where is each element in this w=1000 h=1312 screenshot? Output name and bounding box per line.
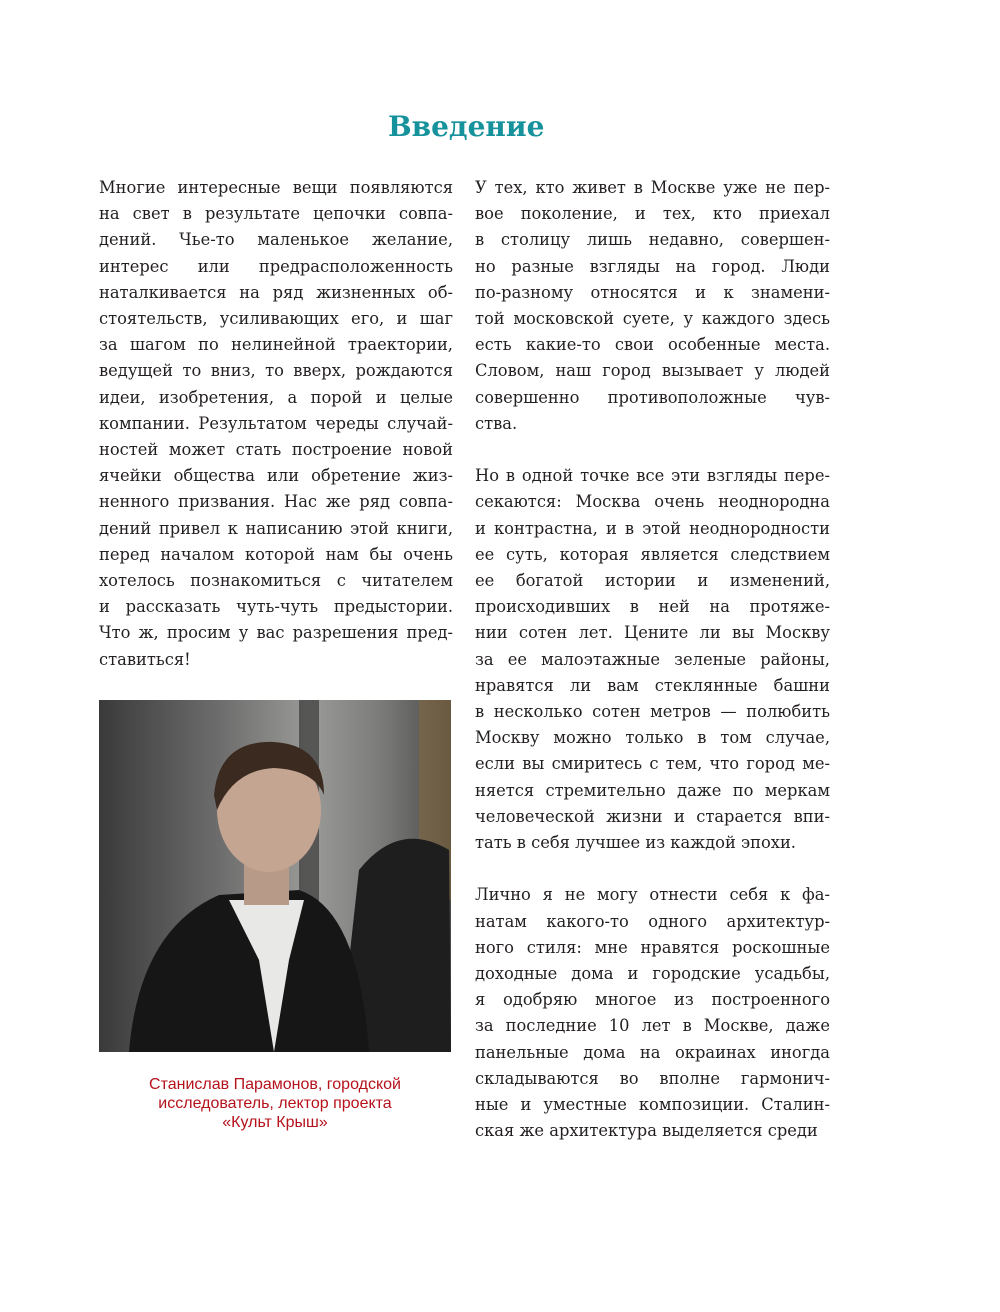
text-line: есть какие-то свои особенные места. bbox=[475, 335, 830, 355]
text-line: совершенно противоположные чув- bbox=[475, 387, 830, 407]
text-line: няется стремительно даже по меркам bbox=[475, 780, 830, 800]
text-line: ненного призвания. Нас же ряд совпа- bbox=[99, 492, 453, 512]
text-line: и рассказать чуть-чуть предыстории. bbox=[99, 597, 453, 617]
text-line: ее богатой истории и изменений, bbox=[475, 571, 830, 591]
text-line: происходивших в ней на протяже- bbox=[475, 597, 830, 617]
text-line: дений. Чье-то маленькое желание, bbox=[99, 230, 453, 250]
paragraph bbox=[99, 175, 453, 673]
text-line: тать в себя лучшее из каждой эпохи. bbox=[475, 833, 796, 853]
text-line: той московской суете, у каждого здесь bbox=[475, 309, 830, 329]
text-line: Многие интересные вещи появляются bbox=[99, 178, 453, 197]
text-line: вое поколение, и тех, кто приехал bbox=[475, 204, 830, 224]
text-line: ства. bbox=[475, 413, 518, 433]
text-line: Что ж, просим у вас разрешения пред- bbox=[99, 623, 453, 643]
left-column bbox=[99, 175, 453, 699]
text-line: перед началом которой нам бы очень bbox=[99, 544, 453, 564]
text-line: в несколько сотен метров — полюбить bbox=[475, 702, 830, 722]
caption-line: исследователь, лектор проекта bbox=[158, 1095, 392, 1112]
text-line: секаются: Москва очень неоднородна bbox=[475, 492, 830, 512]
text-line: ного стиля: мне нравятся роскошные bbox=[475, 937, 830, 957]
text-line: человеческой жизни и старается впи- bbox=[475, 806, 830, 826]
text-line: по-разному относятся и к знамени- bbox=[475, 282, 830, 302]
text-line: дений привел к написанию этой книги, bbox=[99, 518, 453, 538]
text-line: Москву можно только в том случае, bbox=[475, 728, 830, 748]
text-line: за шагом по нелинейной траектории, bbox=[99, 335, 453, 355]
portrait-illustration bbox=[99, 700, 451, 1052]
text-line: панельные дома на окраинах иногда bbox=[475, 1042, 830, 1062]
paragraph bbox=[475, 882, 830, 1144]
text-line: хотелось познакомиться с читателем bbox=[99, 571, 453, 591]
text-line: на свет в результате цепочки совпа- bbox=[99, 204, 453, 224]
text-line: и контрастна, и в этой неоднородности bbox=[475, 518, 830, 538]
text-line: ведущей то вниз, то вверх, рождаются bbox=[99, 361, 453, 381]
text-line: но разные взгляды на город. Люди bbox=[475, 256, 830, 276]
text-line: идеи, изобретения, а порой и целые bbox=[99, 387, 453, 407]
text-line: за последние 10 лет в Москве, даже bbox=[475, 1016, 830, 1036]
text-line: ская же архитектура выделяется среди bbox=[475, 1121, 818, 1141]
text-line: нии сотен лет. Цените ли вы Москву bbox=[475, 623, 830, 643]
paragraph bbox=[475, 175, 830, 437]
text-line: ные и уместные композиции. Сталин- bbox=[475, 1095, 830, 1115]
text-line: ее суть, которая является следствием bbox=[475, 544, 830, 564]
text-line: за ее малоэтажные зеленые районы, bbox=[475, 649, 830, 669]
text-line: стоятельств, усиливающих его, и шаг bbox=[99, 309, 453, 329]
photo-caption bbox=[99, 1075, 451, 1132]
text-line: ячейки общества или обретение жиз- bbox=[99, 466, 453, 486]
text-line: я одобряю многое из построенного bbox=[475, 990, 830, 1010]
text-line: Словом, наш город вызывает у людей bbox=[475, 361, 830, 381]
caption-line: Станислав Парамонов, городской bbox=[149, 1076, 401, 1093]
text-line: У тех, кто живет в Москве уже не пер- bbox=[475, 178, 830, 197]
right-column bbox=[475, 175, 830, 1171]
author-photo bbox=[99, 700, 451, 1052]
text-line: Но в одной точке все эти взгляды пере- bbox=[475, 466, 830, 486]
text-line: Лично я не могу отнести себя к фа- bbox=[475, 885, 830, 905]
text-line: ставиться! bbox=[99, 649, 191, 669]
text-line: нравятся ли вам стеклянные башни bbox=[475, 675, 830, 695]
text-line: в столицу лишь недавно, совершен- bbox=[475, 230, 830, 250]
text-line: интерес или предрасположенность bbox=[99, 256, 453, 276]
text-line: складываются во вполне гармонич- bbox=[475, 1068, 830, 1088]
paragraph bbox=[475, 463, 830, 856]
text-line: натам какого-то одного архитектур- bbox=[475, 911, 830, 931]
text-line: наталкивается на ряд жизненных об- bbox=[99, 282, 453, 302]
text-line: если вы смиритесь с тем, что город ме- bbox=[475, 754, 830, 774]
text-line: компании. Результатом череды случай- bbox=[99, 413, 453, 433]
text-line: доходные дома и городские усадьбы, bbox=[475, 964, 830, 984]
caption-line: «Культ Крыш» bbox=[222, 1114, 328, 1131]
text-line: ностей может стать построение новой bbox=[99, 440, 453, 460]
